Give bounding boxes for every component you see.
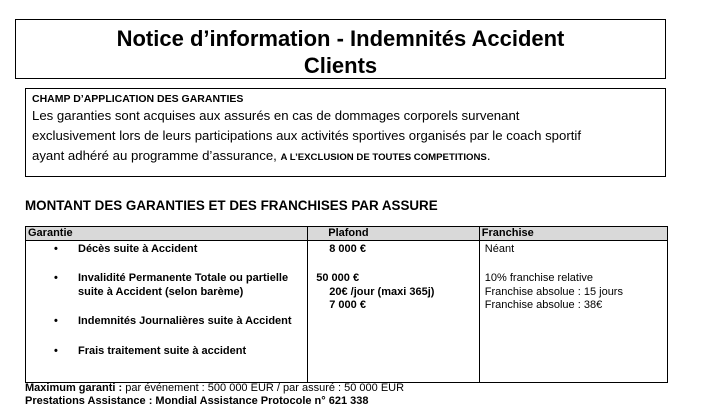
garantie-invalidite: Invalidité Permanente Totale ou partielle: [78, 272, 289, 284]
franchise-deces: Néant: [484, 243, 515, 255]
bullet-icon: •: [54, 243, 58, 255]
scope-line-3: [32, 146, 665, 168]
scope-exclusion: A L’EXCLUSION DE TOUTES COMPETITIONS: [280, 152, 487, 163]
table-body-row: [26, 241, 668, 383]
garantie-invalidite-suite: suite à Accident (selon barème): [78, 286, 244, 298]
bullet-icon: •: [54, 272, 58, 284]
scope-heading: CHAMP D’APPLICATION DES GARANTIES: [32, 93, 244, 105]
plafond-deces: 8 000 €: [329, 243, 366, 255]
scope-line-2: exclusivement lors de leurs participations aux activités sportives organisés par le coach sportif: [32, 128, 582, 143]
plafond-indemnites: 20€ /jour (maxi 365j): [329, 286, 435, 298]
plafond-frais: 7 000 €: [329, 299, 366, 311]
header-franchise: Franchise: [479, 227, 667, 241]
franchise-cell: [479, 241, 667, 383]
scope-box: [25, 88, 666, 177]
scope-line-3-text: ayant adhéré au programme d’assurance,: [32, 148, 281, 163]
plafond-cell: [308, 241, 480, 383]
footer-max-value: par événement : 500 000 EUR / par assuré : 50 000 EUR: [122, 382, 405, 394]
garantie-deces: Décès suite à Accident: [78, 243, 198, 255]
footer-assist-label: Prestations Assistance : Mondial Assistance Protocole n° 621 338: [25, 395, 369, 407]
section-heading: MONTANT DES GARANTIES ET DES FRANCHISES PAR ASSURE: [25, 198, 438, 213]
footer-assistance: [25, 395, 369, 408]
title-line-1: Notice d’information - Indemnités Accident: [116, 26, 565, 51]
title-box: [15, 19, 666, 79]
header-plafond: Plafond: [308, 227, 480, 241]
guarantees-table: [25, 226, 668, 383]
garantie-indemnites: Indemnités Journalières suite à Accident: [78, 315, 292, 327]
footer-max-label: Maximum garanti :: [25, 382, 123, 394]
bullet-icon: •: [54, 315, 58, 327]
table-header-row: [26, 227, 668, 241]
bullet-icon: •: [54, 345, 58, 357]
franchise-indemnites: Franchise absolue : 15 jours: [484, 286, 623, 298]
franchise-invalidite: 10% franchise relative: [484, 272, 594, 284]
scope-line-3-end: .: [486, 148, 491, 163]
header-garantie: Garantie: [26, 227, 308, 241]
title-line-2: Clients: [303, 53, 378, 78]
franchise-frais: Franchise absolue : 38€: [484, 299, 603, 311]
plafond-invalidite: 50 000 €: [316, 272, 360, 284]
scope-line-1: Les garanties sont acquises aux assurés en cas de dommages corporels survenant: [32, 108, 520, 123]
footer-maximum: [25, 382, 404, 395]
garantie-frais: Frais traitement suite à accident: [78, 345, 247, 357]
garantie-cell: [26, 241, 308, 383]
